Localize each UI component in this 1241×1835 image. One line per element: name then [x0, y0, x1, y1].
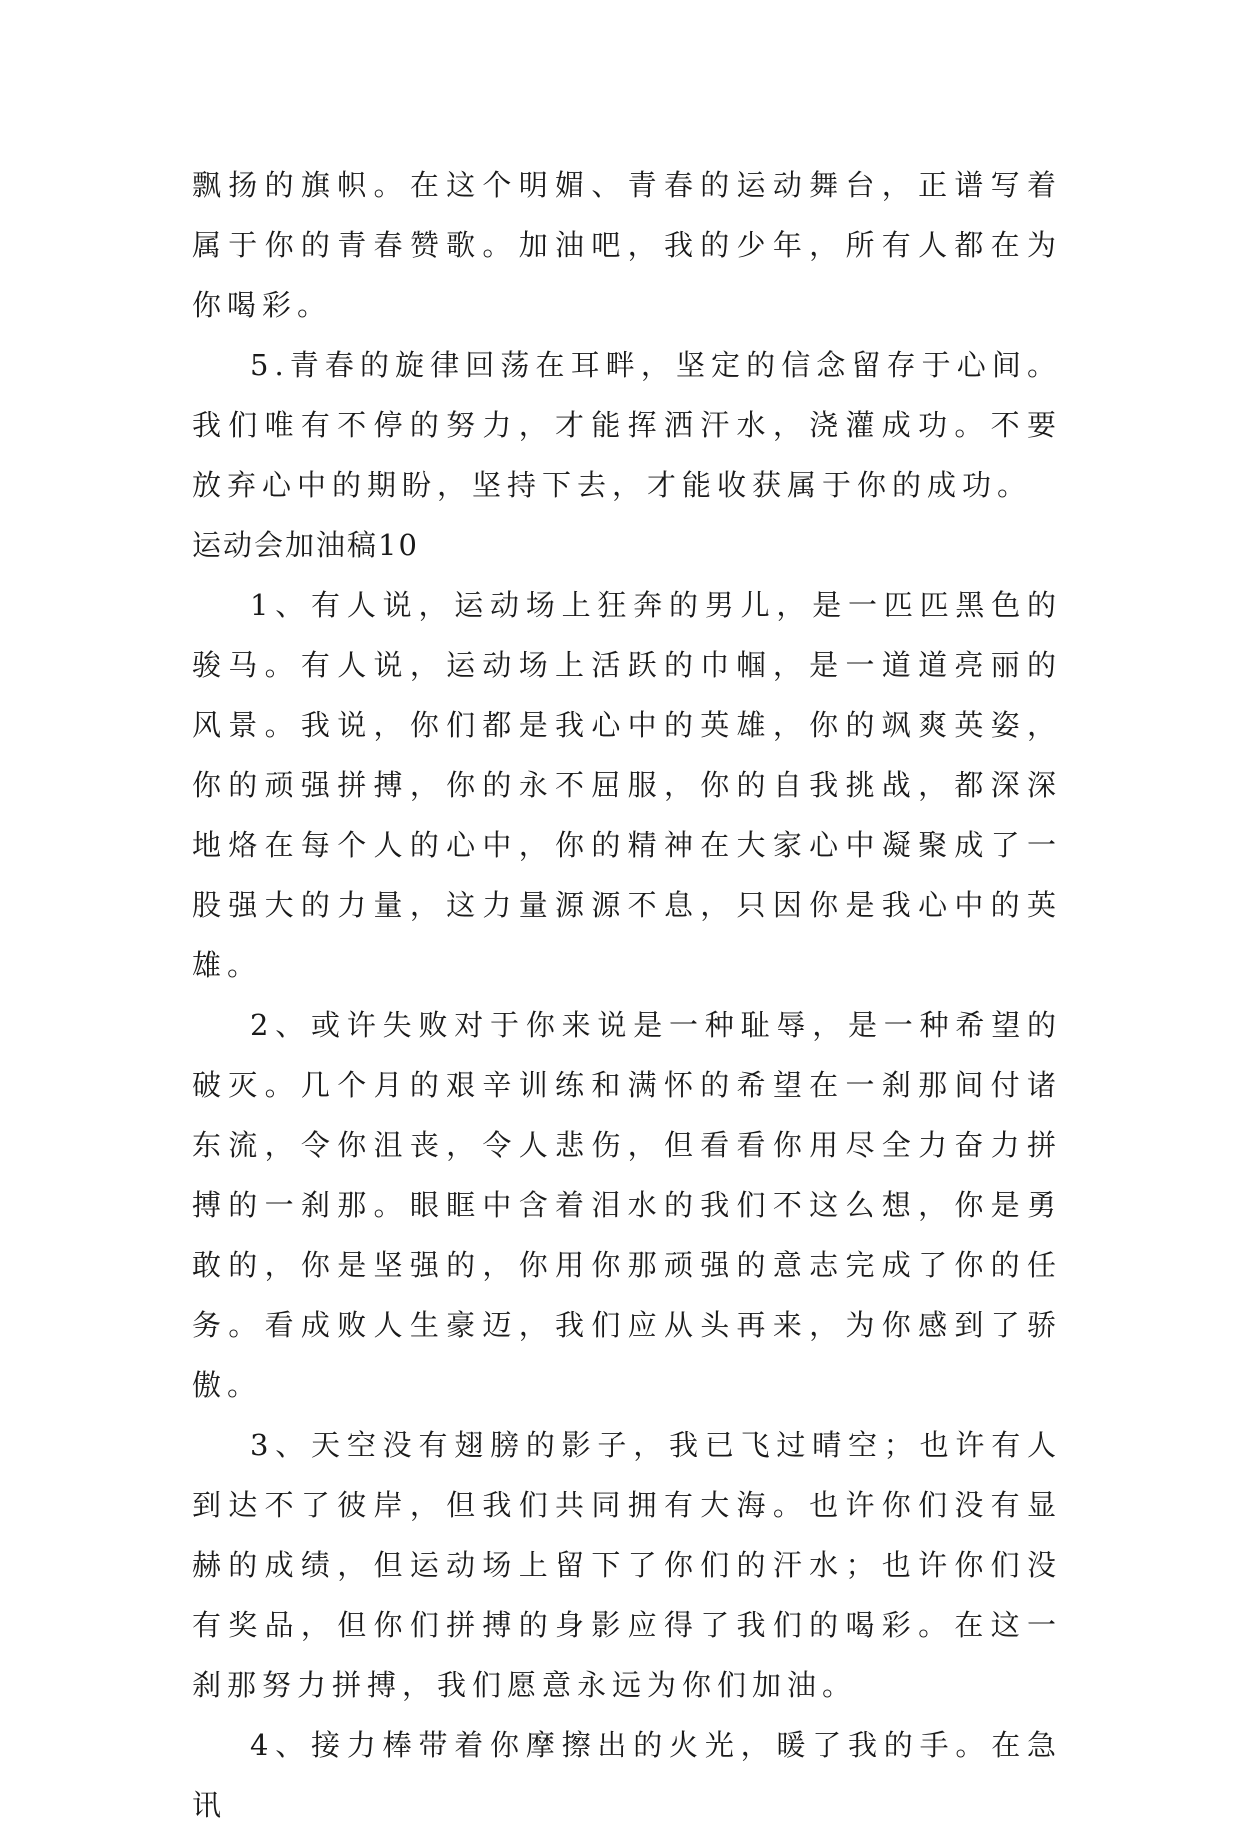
paragraph-item-3: 3、天空没有翅膀的影子，我已飞过晴空；也许有人到达不了彼岸，但我们共同拥有大海。也许你们没有显赫的成绩，但运动场上留下了你们的汗水；也许你们没有奖品，但你们拼搏的身影应得了我们的喝彩。在这一刹那努力拼搏，我们愿意永远为你们加油。	[192, 1428, 1062, 1702]
paragraph-item-4: 4、接力棒带着你摩擦出的火光，暖了我的手。在急讯	[192, 1728, 1062, 1822]
section-title: 运动会加油稿10	[192, 528, 419, 562]
paragraph-continuation: 飘扬的旗帜。在这个明媚、青春的运动舞台，正谱写着属于你的青春赞歌。加油吧，我的少年，所有人都在为你喝彩。	[192, 168, 1062, 322]
paragraph-item-1: 1、有人说，运动场上狂奔的男儿，是一匹匹黑色的骏马。有人说，运动场上活跃的巾帼，是一道道亮丽的风景。我说，你们都是我心中的英雄，你的飒爽英姿，你的顽强拼搏，你的永不屈服，你的自我挑战，都深深地烙在每个人的心中，你的精神在大家心中凝聚成了一股强大的力量，这力量源源不息，只因你是我心中的英雄。	[192, 588, 1062, 982]
paragraph-item-2: 2、或许失败对于你来说是一种耻辱，是一种希望的破灭。几个月的艰辛训练和满怀的希望在一刹那间付诸东流，令你沮丧，令人悲伤，但看看你用尽全力奋力拼搏的一刹那。眼眶中含着泪水的我们不这么想，你是勇敢的，你是坚强的，你用你那顽强的意志完成了你的任务。看成败人生豪迈，我们应从头再来，为你感到了骄傲。	[192, 1008, 1062, 1402]
paragraph-item-5: 5.青春的旋律回荡在耳畔，坚定的信念留存于心间。我们唯有不停的努力，才能挥洒汗水，浇灌成功。不要放弃心中的期盼，坚持下去，才能收获属于你的成功。	[192, 348, 1062, 502]
document-body	[192, 155, 1062, 1835]
